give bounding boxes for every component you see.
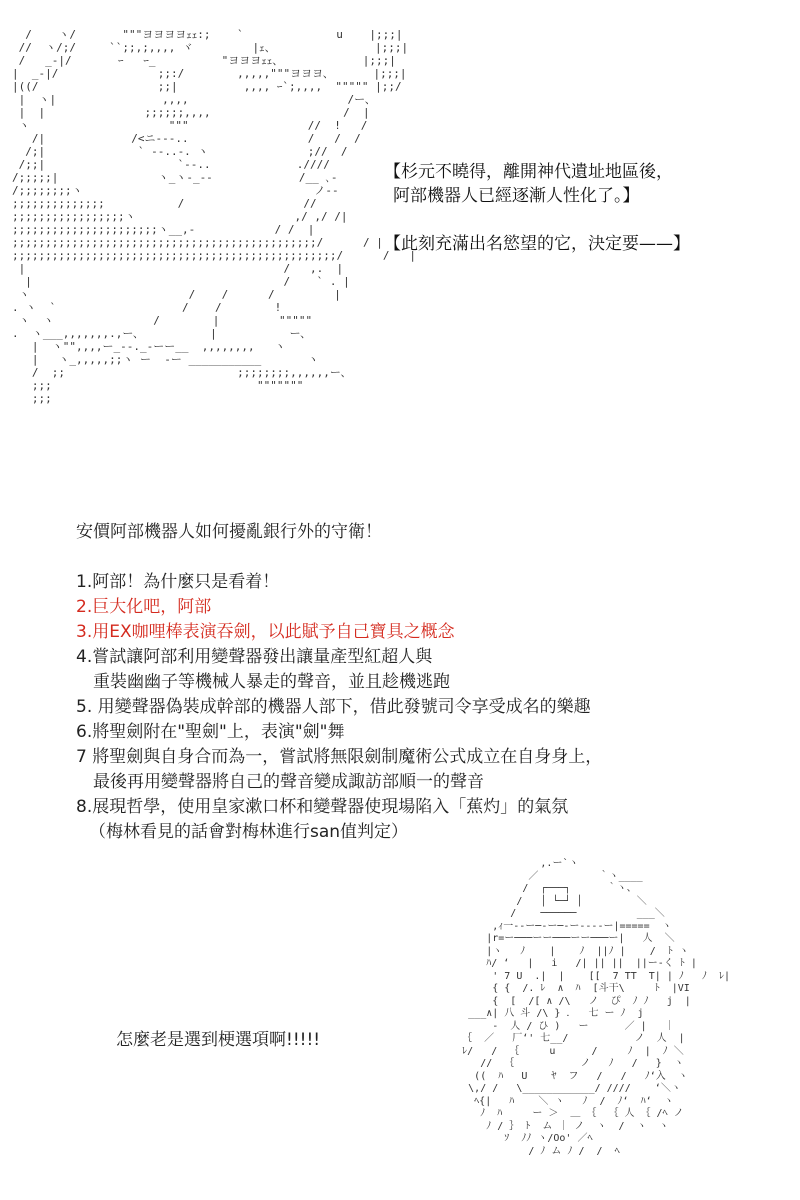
option-1: 1.阿部！為什麼只是看着！ [76, 572, 280, 592]
option-4: 4.嘗試讓阿部利用變聲器發出讓量產型紅超人與 [76, 647, 433, 667]
narration-line-1: 【杉元不曉得，離開神代遺址地區後， [384, 162, 673, 182]
option-4-continued: 重裝幽幽子等機械人暴走的聲音，並且趁機逃跑 [93, 672, 450, 692]
option-8-note: （梅林看見的話會對梅林進行san值判定） [89, 822, 409, 842]
narration-line-2: 阿部機器人已經逐漸人性化了。】 [393, 186, 640, 206]
narration-block [384, 160, 794, 256]
option-3-highlighted: 3.用EX咖哩棒表演吞劍，以此賦予自己寶具之概念 [76, 622, 455, 642]
narration-gap [384, 208, 794, 232]
option-5: 5. 用變聲器偽裝成幹部的機器人部下，借此發號司令享受成名的樂趣 [76, 697, 591, 717]
option-7: 7 將聖劍與自身合而為一，嘗試將無限劍制魔術公式成立在自身身上， [76, 747, 603, 767]
option-6: 6.將聖劍附在"聖劍"上，表演"劍"舞 [76, 722, 345, 742]
ascii-art-man-portrait: / ヽ/ """ヨヨヨヨｪｪ:; ` u |;;;| // ヽ/;/ ``;;,;,,,, ヾ |ｪ、 |;;;| / _-|/ ｰ ｰ_ "ヨヨヨｪｪ、 |;;;| | _-|/ ;;:/ ,,,,,"""ヨヨヨ、 |;;;| |((/ ;;| ,,,, ｰ`;,,,, """"" |;;/ | ヽ| ,,,, /ー、 | | ;;;;;;,,,, / | ヽ """ // ! / /| /<ニ‐-‐.. / / / /;| ` ‐-..-. ヽ ;// / /;;| `‐-.. .//// /;;;;;| ヽ_ヽ‐_‐- /__ ､‐ /;;;;;;;;ヽ ノ-‐ ;;;;;;;;;;;;;; / // ;;;;;;;;;;;;;;;;;ヽ ,/ ,/ /| ;;;;;;;;;;;;;;;;;;;;;;ヽ__,- / / | ;;;;;;;;;;;;;;;;;;;;;;;;;;;;;;;;;;;;;;;;;;;;;;/ / | ;;;;;;;;;;;;;;;;;;;;;;;;;;;;;;;;;;;;;;;;;;;;;;;;;/ / | | / ,. | | / ` . | ヽ / / / | . ヽ ` / / ! ヽ ヽ / | """"" . ヽ___,,,,,,,.,ー、 | ー、 | ヽ"",,,,ー_‐-._-ーー__ ,,,,,,,, ヽ | ヽ_,,,,,;;ヽ ー ‐ー ___________ ヽ / ;; ;;;;;;;;,,,,,,ー、 ;;; """"""" ;;; [12, 28, 416, 405]
option-2-highlighted: 2.巨大化吧，阿部 [76, 597, 212, 617]
narration-line-3: 【此刻充滿出名慾望的它，決定要——】 [384, 234, 690, 254]
option-7-continued: 最後再用變聲器將自己的聲音變成諏訪部順一的聲音 [93, 772, 484, 792]
poll-question: 安價阿部機器人如何擾亂銀行外的守衛！ [76, 522, 382, 542]
ascii-art-girl-with-hat: ,.ー`ヽ ／ ｀ヽ____ / ┌───┐ ｀ヽ、 / │ └─┘ │ ＼ / ────── ___＼ ,ｨ一‐‐ー─‐ー─‐ー‐‐‐‐ー|===== ヽ |r=ー───ーー───ーー───ー| 人 ＼ |ヽ ﾉ | ﾉ ||ﾉ | / ﾄ ヽ ﾊ/ ‘ | i /| || || ||ー‐く ﾄ | ' 7 U .| | [[ 7 TT T| | ﾉ ﾉ ﾚ| { { /. ﾚ ∧ ﾊ [斗干\ ﾄ |VI { [ /[ ∧ /\ ノ ぴ ﾉ ﾉ j | ___∧| 八 斗 /\ } ． 七 ー ﾉ j - 人 / ひ ) ー ／ | ｜ ｛ ／ 厂‘' 七__/ ノ 人 | ﾚ/ / ｛ u / ﾉ | ﾉ ＼ // ｛ ノ ﾉ / } ヽ (( ﾊ U ﾔ フ / / ﾉ‘入 ヽ \,/ / \____________/ //// ‘＼ヽ ﾍ{| ﾊ ＼ ヽ ﾉ / ﾉ‘ ﾊ‘ ヽ ﾉ ﾊ ー ＞ ＿ ｛ ｛ 人 ｛ /ﾍ ノ ﾉ / ｝ ﾄ ム ｜ ノ ヽ / ヽ ヽ ｿ ﾉﾉ ヽ/Oo' ／ﾍ / ﾉ ム ﾉ / / ﾍ [462, 858, 731, 1157]
option-8: 8.展現哲學，使用皇家漱口杯和變聲器使現場陷入「蕉灼」的氣氛 [76, 797, 569, 817]
poll-section [76, 520, 776, 845]
closing-comment: 怎麼老是選到梗選項啊!!!!! [116, 1030, 321, 1050]
